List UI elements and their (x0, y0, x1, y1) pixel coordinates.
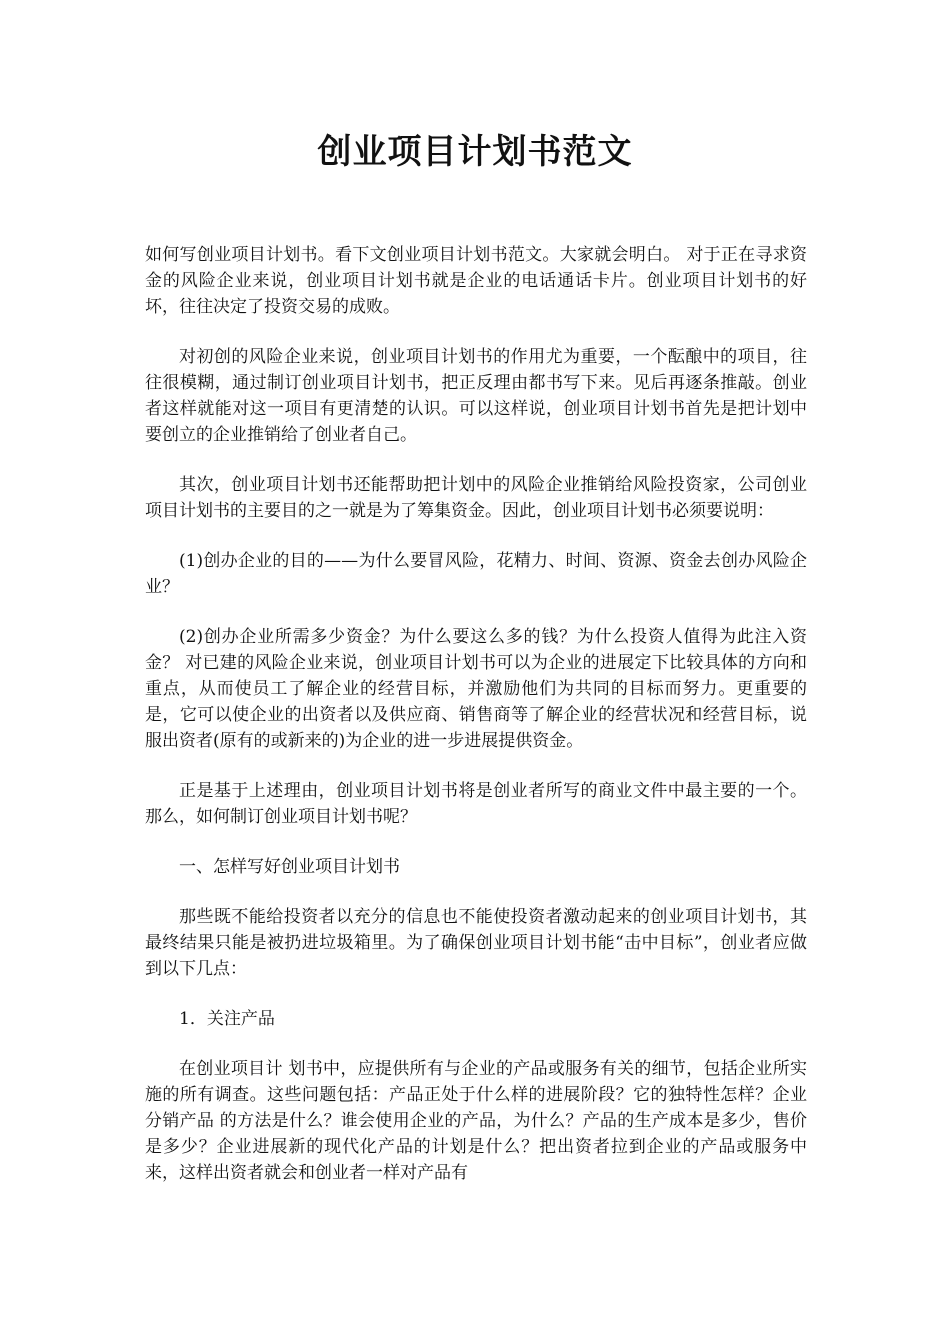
paragraph: 那些既不能给投资者以充分的信息也不能使投资者激动起来的创业项目计划书，其最终结果只能是被扔进垃圾箱里。为了确保创业项目计划书能“击中目标”，创业者应做到以下几点： (145, 907, 807, 979)
paragraph: 正是基于上述理由，创业项目计划书将是创业者所写的商业文件中最主要的一个。那么，如何制订创业项目计划书呢？ (145, 781, 807, 827)
list-item-2: (2)创办企业所需多少资金？为什么要这么多的钱？为什么投资人值得为此注入资金？ 对已建的风险企业来说，创业项目计划书可以为企业的进展定下比较具体的方向和重点，从而使员工了解企业的经营目标，并激励他们为共同的目标而努力。更重要的是，它可以使企业的出资者以及供应商、销售商等了解企业的经营状况和经营目标，说服出资者(原有的或新来的)为企业的进一步进展提供资金。 (145, 627, 807, 751)
document-title: 创业项目计划书范文 (317, 132, 633, 172)
document-body (145, 242, 807, 1210)
section-heading: 一、怎样写好创业项目计划书 (179, 857, 400, 877)
paragraph: 在创业项目计 划书中，应提供所有与企业的产品或服务有关的细节，包括企业所实施的所有调查。这些问题包括：产品正处于什么样的进展阶段？它的独特性怎样？企业分销产品 的方法是什么？谁会使用企业的产品，为什么？产品的生产成本是多少，售价是多少？企业进展新的现代化产品的计划是什么？把出资者拉到企业的产品或服务中 来，这样出资者就会和创业者一样对产品有 (145, 1059, 807, 1183)
paragraph: 对初创的风险企业来说，创业项目计划书的作用尤为重要，一个酝酿中的项目，往往很模糊，通过制订创业项目计划书，把正反理由都书写下来。见后再逐条推敲。创业者这样就能对这一项目有更清楚的认识。可以这样说，创业项目计划书首先是把计划中要创立的企业推销给了创业者自己。 (145, 347, 807, 445)
paragraph: 其次，创业项目计划书还能帮助把计划中的风险企业推销给风险投资家，公司创业项目计划书的主要目的之一就是为了筹集资金。因此，创业项目计划书必须要说明： (145, 475, 807, 521)
subsection-heading: 1．关注产品 (179, 1009, 275, 1029)
list-item-1: (1)创办企业的目的——为什么要冒风险，花精力、时间、资源、资金去创办风险企业？ (145, 551, 807, 597)
paragraph-intro: 如何写创业项目计划书。看下文创业项目计划书范文。大家就会明白。 对于正在寻求资金的风险企业来说，创业项目计划书就是企业的电话通话卡片。创业项目计划书的好坏，往往决定了投资交易的成败。 (145, 245, 807, 317)
